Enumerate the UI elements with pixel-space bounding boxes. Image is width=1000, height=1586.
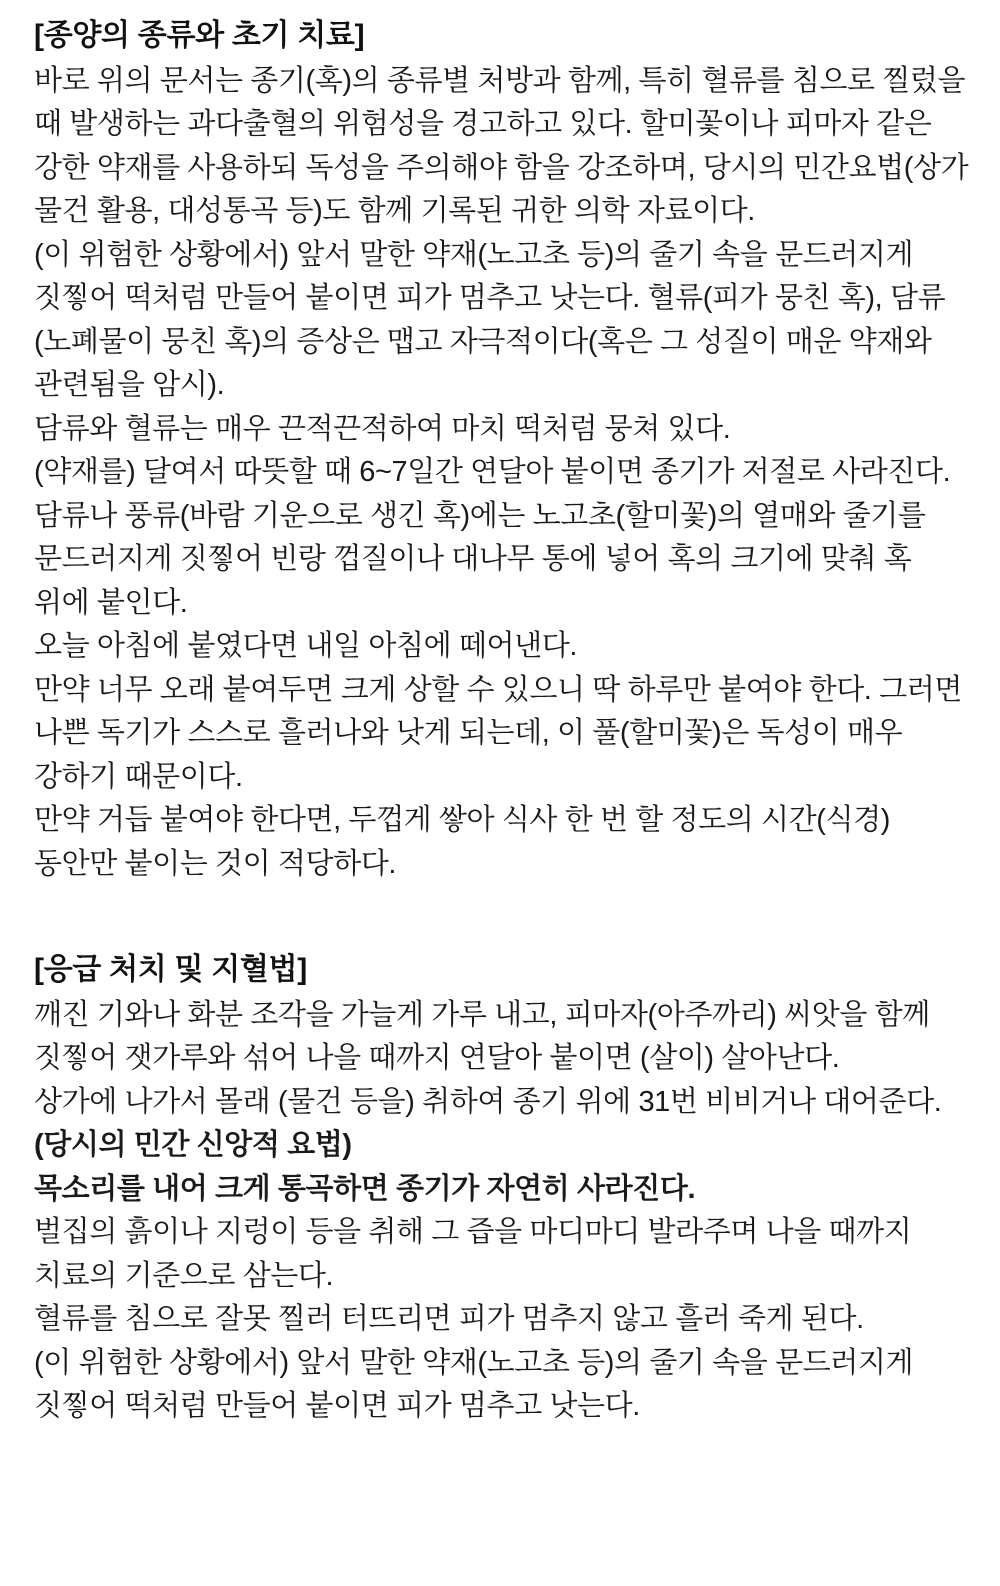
paragraph: (이 위험한 상황에서) 앞서 말한 약재(노고초 등)의 줄기 속을 문드러지게 짓찧어 떡처럼 만들어 붙이면 피가 멈추고 낫는다. xyxy=(34,1346,914,1422)
paragraph: 목소리를 내어 크게 통곡하면 종기가 자연히 사라진다. xyxy=(34,1172,696,1205)
section-divider-space xyxy=(34,886,972,948)
paragraph: 만약 너무 오래 붙여두면 크게 상할 수 있으니 딱 하루만 붙여야 한다. 그러면 나쁜 독기가 스스로 흘러나와 낫게 되는데, 이 풀(할미꽃)은 독성이 매우 강하기 때문이다. xyxy=(34,673,962,793)
paragraph: (이 위험한 상황에서) 앞서 말한 약재(노고초 등)의 줄기 속을 문드러지게 짓찧어 떡처럼 만들어 붙이면 피가 멈추고 낫는다. 혈류(피가 뭉친 혹), 담류(노폐물이 뭉친 혹)의 증상은 맵고 자극적이다(혹은 그 성질이 매운 약재와 관련됨을 암시). xyxy=(34,238,946,401)
paragraph: 담류나 풍류(바람 기운으로 생긴 혹)에는 노고초(할미꽃)의 열매와 줄기를 문드러지게 짓찧어 빈랑 껍질이나 대나무 통에 넣어 혹의 크기에 맞춰 혹 위에 붙인다. xyxy=(34,499,926,619)
paragraph: 담류와 혈류는 매우 끈적끈적하여 마치 떡처럼 뭉쳐 있다. xyxy=(34,412,731,445)
paragraph: 혈류를 침으로 잘못 찔러 터뜨리면 피가 멈추지 않고 흘러 죽게 된다. xyxy=(34,1303,864,1335)
paragraph: 벌집의 흙이나 지렁이 등을 취해 그 즙을 마디마디 발라주며 나을 때까지 치료의 기준으로 삼는다. xyxy=(34,1216,912,1292)
paragraph: 깨진 기와나 화분 조각을 가늘게 가루 내고, 피마자(아주까리) 씨앗을 함께 짓찧어 잿가루와 섞어 나을 때까지 연달아 붙이면 (살이) 살아난다. xyxy=(34,998,930,1074)
paragraph: (약재를) 달여서 따뜻할 때 6~7일간 연달아 붙이면 종기가 저절로 사라진다. xyxy=(34,456,951,488)
section-heading: [응급 처치 및 지혈법] xyxy=(34,953,307,986)
paragraph: (당시의 민간 신앙적 요법) xyxy=(34,1129,352,1161)
paragraph: 상가에 나가서 몰래 (물건 등을) 취하여 종기 위에 31번 비비거나 대어준다. xyxy=(34,1085,942,1118)
section-heading: [종양의 종류와 초기 치료] xyxy=(34,19,365,52)
section-emergency-care-and-hemostasis xyxy=(34,948,972,1429)
paragraph: 바로 위의 문서는 종기(혹)의 종류별 처방과 함께, 특히 혈류를 침으로 찔렀을 때 발생하는 과다출혈의 위험성을 경고하고 있다. 할미꽃이나 피마자 같은 강한 약재를 사용하되 독성을 주의해야 함을 강조하며, 당시의 민간요법(상가 물건 활용, 대성통곡 등)도 함께 기록된 귀한 의학 자료이다. xyxy=(34,64,969,227)
section-tumor-types-and-initial-treatment xyxy=(34,14,972,886)
paragraph: 만약 거듭 붙여야 한다면, 두껍게 쌓아 식사 한 번 할 정도의 시간(식경) 동안만 붙이는 것이 적당하다. xyxy=(34,804,890,880)
paragraph: 오늘 아침에 붙였다면 내일 아침에 떼어낸다. xyxy=(34,630,577,662)
